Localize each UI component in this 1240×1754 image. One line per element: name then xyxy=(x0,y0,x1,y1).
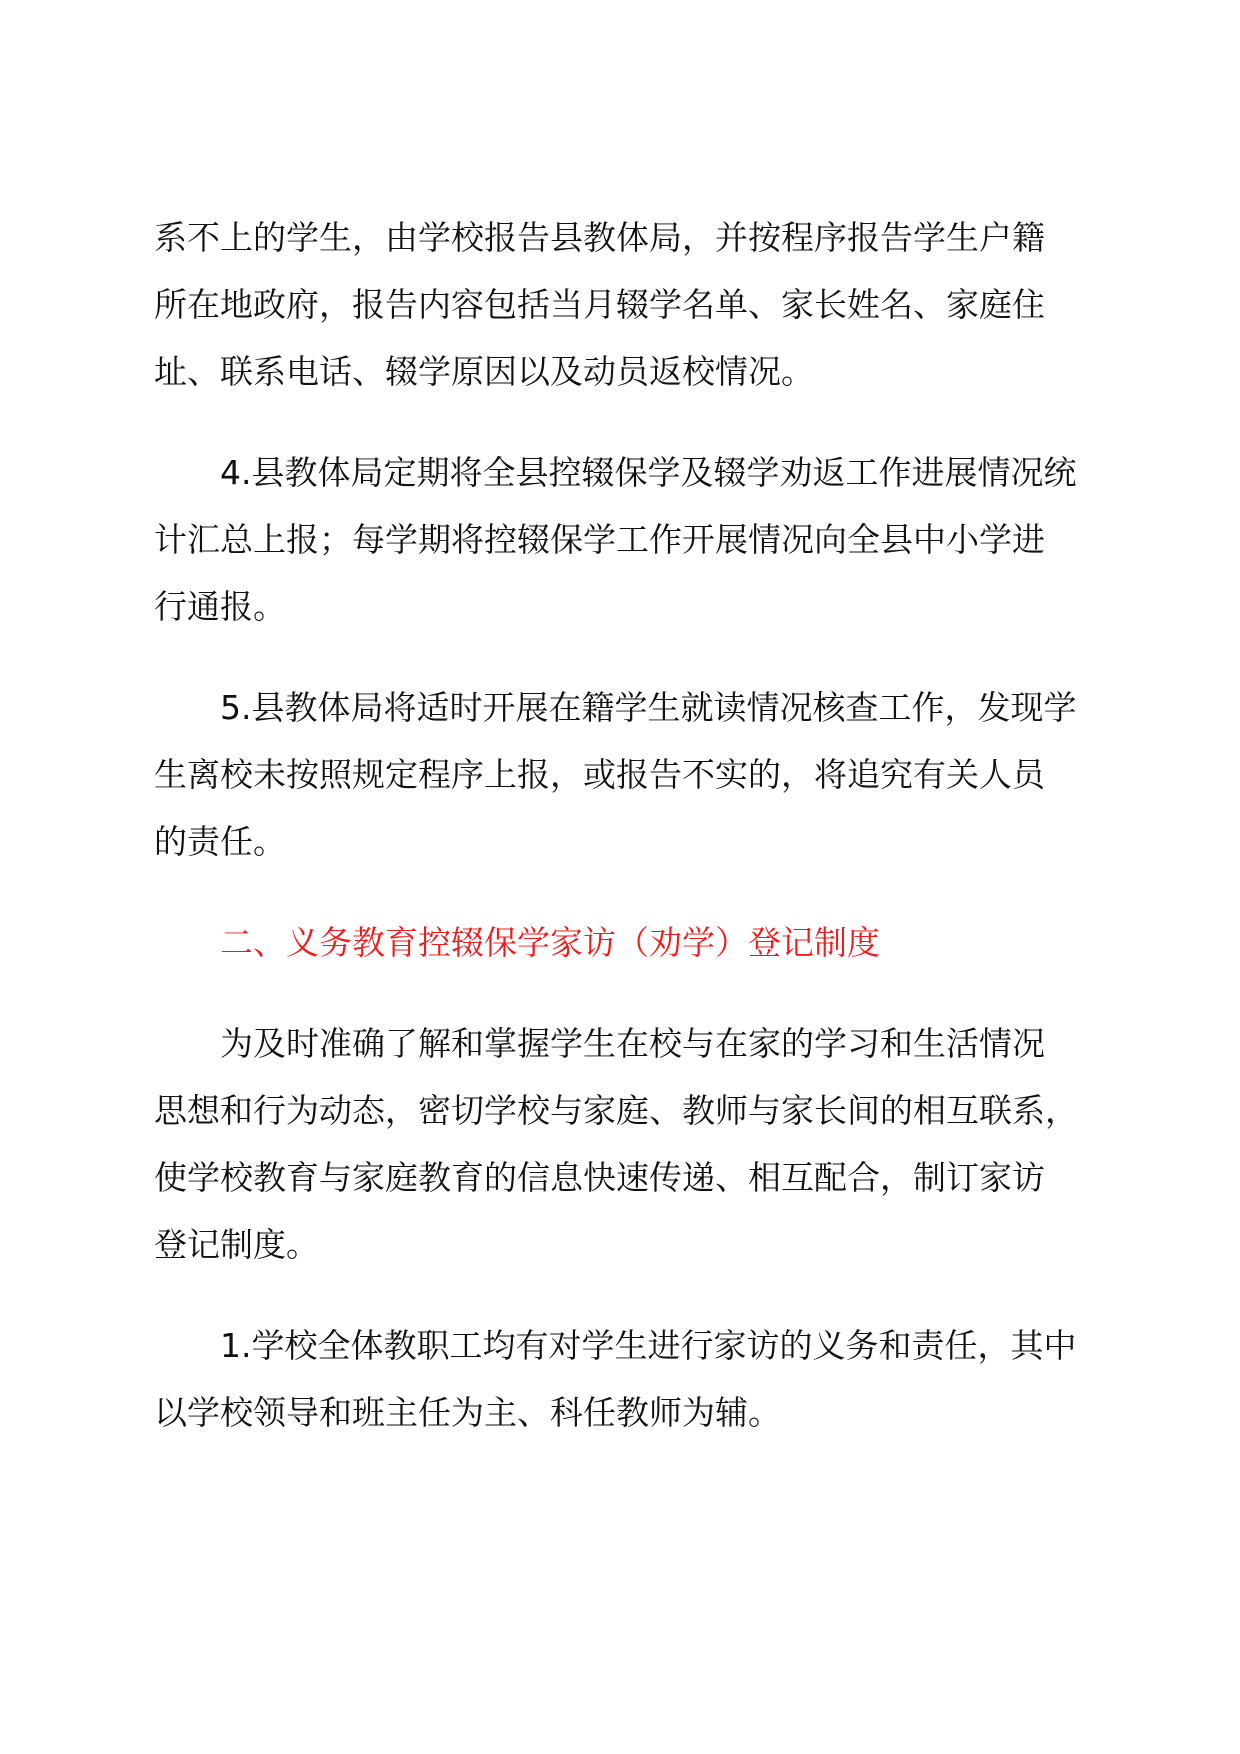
text-line: 登记制度。 xyxy=(154,1225,319,1264)
text-line: 行通报。 xyxy=(154,587,286,626)
text-line: 以学校领导和班主任为主、科任教师为辅。 xyxy=(154,1393,781,1432)
text-line: 址、联系电话、辍学原因以及动员返校情况。 xyxy=(154,352,814,391)
text-line: 生离校未按照规定程序上报，或报告不实的，将追究有关人员 xyxy=(154,755,1045,794)
text-line: 使学校教育与家庭教育的信息快速传递、相互配合，制订家访 xyxy=(154,1158,1045,1197)
section-heading-text: 二、义务教育控辍保学家访（劝学）登记制度 xyxy=(220,923,880,962)
text-line: 5.县教体局将适时开展在籍学生就读情况核查工作，发现学 xyxy=(220,688,1077,727)
section-heading xyxy=(154,909,1098,976)
paragraph-item-5 xyxy=(154,674,1098,875)
text-line: 为及时准确了解和掌握学生在校与在家的学习和生活情况 xyxy=(220,1024,1045,1063)
text-line: 所在地政府，报告内容包括当月辍学名单、家长姓名、家庭住 xyxy=(154,285,1045,324)
text-line: 1.学校全体教职工均有对学生进行家访的义务和责任，其中 xyxy=(220,1326,1077,1365)
text-line: 计汇总上报；每学期将控辍保学工作开展情况向全县中小学进 xyxy=(154,520,1045,559)
text-line: 系不上的学生，由学校报告县教体局，并按程序报告学生户籍 xyxy=(154,218,1045,257)
text-line: 思想和行为动态，密切学校与家庭、教师与家长间的相互联系， xyxy=(154,1091,1078,1130)
paragraph-dropout-reporting xyxy=(154,204,1098,405)
paragraph-item-4 xyxy=(154,439,1098,640)
text-line: 的责任。 xyxy=(154,822,286,861)
document-body xyxy=(154,204,1098,1480)
text-line: 4.县教体局定期将全县控辍保学及辍学劝返工作进展情况统 xyxy=(220,453,1077,492)
paragraph-home-visit-intro xyxy=(154,1010,1098,1278)
paragraph-item-1 xyxy=(154,1312,1098,1446)
